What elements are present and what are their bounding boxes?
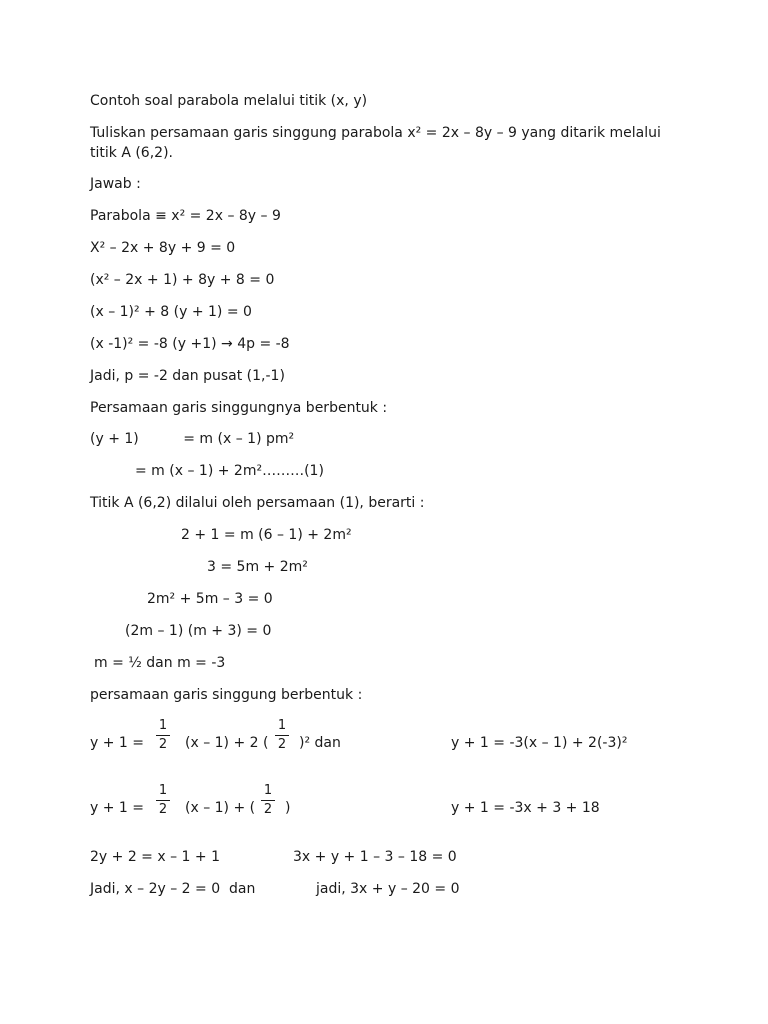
equation-2-tail: ): [285, 800, 291, 816]
step-line: (x -1)² = -8 (y +1) → 4p = -8: [90, 336, 290, 352]
fraction-one-half: [261, 784, 275, 817]
fraction-denominator: 2: [158, 802, 168, 817]
fraction-one-half: [156, 784, 170, 817]
step-line: = m (x – 1) + 2m²………(1): [135, 463, 324, 479]
equation-2-lhs: y + 1 =: [90, 800, 145, 816]
question-line-2: titik A (6,2).: [90, 145, 173, 161]
fraction-one-half: [156, 719, 170, 752]
step-line: Jadi, p = -2 dan pusat (1,-1): [90, 368, 285, 384]
step-line: Persamaan garis singgungnya berbentuk :: [90, 400, 388, 416]
final-answer-right: jadi, 3x + y – 20 = 0: [316, 881, 460, 897]
answer-label: Jawab :: [90, 176, 141, 192]
step-line: m = ½ dan m = -3: [94, 655, 226, 671]
step-line: 3 = 5m + 2m²: [207, 559, 308, 575]
step-line: Titik A (6,2) dilalui oleh persamaan (1), berarti :: [90, 495, 425, 511]
equation-1-right: y + 1 = -3(x – 1) + 2(-3)²: [451, 735, 628, 751]
page-title: Contoh soal parabola melalui titik (x, y): [90, 93, 368, 109]
step-line: 2m² + 5m – 3 = 0: [147, 591, 273, 607]
fraction-denominator: 2: [277, 737, 287, 752]
step-line: 2 + 1 = m (6 – 1) + 2m²: [181, 527, 352, 543]
fraction-denominator: 2: [158, 737, 168, 752]
equation-1-tail: )² dan: [299, 735, 341, 751]
question-line-1: Tuliskan persamaan garis singgung parabola x² = 2x – 8y – 9 yang ditarik melalui: [90, 125, 661, 141]
step-line: (2m – 1) (m + 3) = 0: [125, 623, 272, 639]
step-line: Parabola ≡ x² = 2x – 8y – 9: [90, 208, 281, 224]
step-line: X² – 2x + 8y + 9 = 0: [90, 240, 236, 256]
step-line: (y + 1) = m (x – 1) pm²: [90, 431, 295, 447]
fraction-numerator: 1: [156, 784, 170, 801]
fraction-one-half: [275, 719, 289, 752]
final-answer-left: Jadi, x – 2y – 2 = 0 dan: [90, 881, 256, 897]
fraction-numerator: 1: [156, 719, 170, 736]
step-line: persamaan garis singgung berbentuk :: [90, 687, 363, 703]
equation-3-right: 3x + y + 1 – 3 – 18 = 0: [293, 849, 457, 865]
equation-1-mid: (x – 1) + 2 (: [185, 735, 269, 751]
equation-3-left: 2y + 2 = x – 1 + 1: [90, 849, 220, 865]
equation-2-right: y + 1 = -3x + 3 + 18: [451, 800, 600, 816]
equation-1-lhs: y + 1 =: [90, 735, 145, 751]
fraction-denominator: 2: [263, 802, 273, 817]
equation-2-mid: (x – 1) + (: [185, 800, 256, 816]
step-line: (x – 1)² + 8 (y + 1) = 0: [90, 304, 252, 320]
fraction-numerator: 1: [275, 719, 289, 736]
step-line: (x² – 2x + 1) + 8y + 8 = 0: [90, 272, 275, 288]
fraction-numerator: 1: [261, 784, 275, 801]
